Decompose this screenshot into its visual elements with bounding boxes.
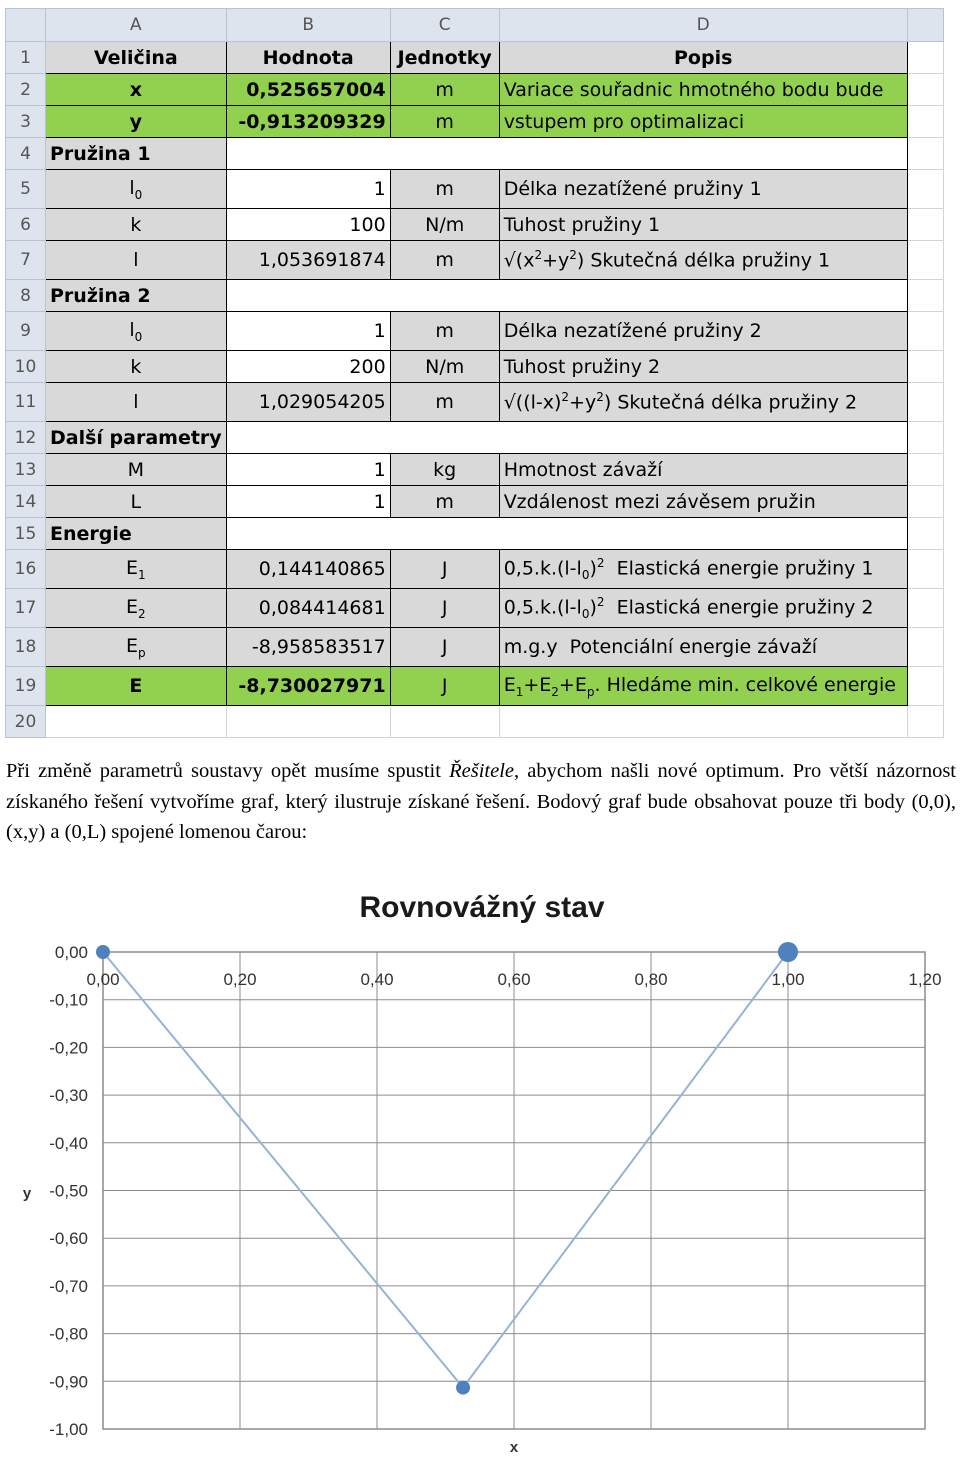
x-tick-label: 0,20 <box>223 970 257 989</box>
cell-e13[interactable] <box>907 454 943 486</box>
cell-a5[interactable] <box>46 170 227 209</box>
cell-a9-subscript: 0 <box>134 329 143 344</box>
cell-b5[interactable]: 1 <box>226 170 390 209</box>
y-tick-label: -0,10 <box>49 990 88 1010</box>
data-point <box>778 942 798 962</box>
column-header-e[interactable] <box>907 9 943 42</box>
row-header[interactable]: 6 <box>6 209 46 241</box>
cell-b11[interactable]: 1,029054205 <box>226 383 390 422</box>
formula-part: +y <box>569 391 597 414</box>
paragraph-italic-text: Řešitele <box>449 760 514 782</box>
data-point <box>96 945 110 959</box>
x-tick-label: 1,00 <box>771 970 805 989</box>
cell-a2[interactable]: x <box>46 74 227 106</box>
formula-subscript: 0 <box>581 568 590 583</box>
cell-a15[interactable]: Energie <box>46 518 227 550</box>
cell-e18[interactable] <box>907 628 943 667</box>
cell-e6[interactable] <box>907 209 943 241</box>
cell-c3[interactable]: m <box>390 106 499 138</box>
formula-part: 0,5.k.(l-l <box>503 596 582 619</box>
cell-e15[interactable] <box>907 518 943 550</box>
formula-superscript: 2 <box>596 555 605 570</box>
cell-a4[interactable]: Pružina 1 <box>46 138 227 170</box>
body-paragraph <box>6 756 956 848</box>
cell-a17-text: E <box>126 595 139 618</box>
cell-e4[interactable] <box>907 138 943 170</box>
cell-c17[interactable]: J <box>390 589 499 628</box>
row-header[interactable]: 10 <box>6 351 46 383</box>
cell-d3[interactable]: vstupem pro optimalizaci <box>499 106 907 138</box>
formula-superscript: 2 <box>596 390 604 405</box>
cell-a10[interactable]: k <box>46 351 227 383</box>
formula-superscript: 2 <box>569 248 577 263</box>
cell-d6[interactable]: Tuhost pružiny 1 <box>499 209 907 241</box>
formula-part: ) Skutečná délka pružiny 1 <box>576 249 831 272</box>
cell-d7[interactable] <box>499 241 907 280</box>
row-header[interactable]: 7 <box>6 241 46 280</box>
cell-c10[interactable]: N/m <box>390 351 499 383</box>
column-header-a[interactable]: A <box>46 9 227 42</box>
row-header[interactable]: 8 <box>6 280 46 312</box>
y-tick-label: -1,00 <box>49 1420 88 1439</box>
cell-b13[interactable]: 1 <box>226 454 390 486</box>
y-tick-label: -0,60 <box>49 1229 88 1249</box>
column-header-b[interactable]: B <box>226 9 390 42</box>
y-tick-label: -0,50 <box>49 1181 88 1201</box>
y-tick-label: -0,80 <box>49 1324 88 1344</box>
cell-a9-text: l <box>129 318 135 341</box>
spreadsheet[interactable] <box>5 8 944 738</box>
formula-part: +y <box>542 249 570 272</box>
formula-part: 0,5.k.(l-l <box>503 557 582 580</box>
cell-c5[interactable]: m <box>390 170 499 209</box>
cell-e19[interactable] <box>907 667 943 706</box>
cell-a18[interactable] <box>46 628 227 667</box>
row-header[interactable]: 17 <box>6 589 46 628</box>
y-tick-label: -0,30 <box>49 1086 88 1106</box>
row-header[interactable]: 18 <box>6 628 46 667</box>
paragraph-text: Při změně parametrů soustavy opět musíme spustit <box>6 760 450 782</box>
formula-part: +E <box>523 673 552 696</box>
formula-part: √(x <box>503 249 535 272</box>
cell-c18[interactable]: J <box>390 628 499 667</box>
row-header[interactable]: 20 <box>6 706 46 738</box>
cell-e14[interactable] <box>907 486 943 518</box>
cell-b12-d12[interactable] <box>226 422 907 454</box>
cell-b19[interactable]: -8,730027971 <box>226 667 390 706</box>
row-header[interactable]: 12 <box>6 422 46 454</box>
cell-d14[interactable]: Vzdálenost mezi závěsem pružin <box>499 486 907 518</box>
cell-b10[interactable]: 200 <box>226 351 390 383</box>
cell-d9[interactable]: Délka nezatížené pružiny 2 <box>499 312 907 351</box>
formula-superscript: 2 <box>561 390 570 405</box>
cell-a18-subscript: p <box>138 645 146 660</box>
formula-subscript: 1 <box>515 684 524 699</box>
cell-a5-subscript: 0 <box>134 187 143 202</box>
cell-d5[interactable]: Délka nezatížené pružiny 1 <box>499 170 907 209</box>
cell-a11[interactable]: l <box>46 383 227 422</box>
cell-b18[interactable]: -8,958583517 <box>226 628 390 667</box>
cell-e8[interactable] <box>907 280 943 312</box>
formula-subscript: 2 <box>551 684 559 699</box>
cell-a17-subscript: 2 <box>138 606 146 621</box>
select-all-corner[interactable] <box>6 9 46 42</box>
cell-a16[interactable] <box>46 550 227 589</box>
plot-area <box>49 942 941 1439</box>
cell-d17[interactable] <box>499 589 907 628</box>
x-tick-label: 0,40 <box>360 970 394 989</box>
cell-e1[interactable] <box>907 42 943 74</box>
row-header[interactable]: 13 <box>6 454 46 486</box>
formula-part: ) <box>589 596 597 619</box>
cell-a8[interactable]: Pružina 2 <box>46 280 227 312</box>
cell-a13[interactable]: M <box>46 454 227 486</box>
cell-c16[interactable]: J <box>390 550 499 589</box>
paragraph-text: , abychom našli nové optimum. Pro větší názornost získaného řešení vytvoříme graf, který ilustruje získané řešení. Bodový graf bude obsahovat pouze tři body (0,0), (x,y) a (0,L) spojené lomenou čarou: <box>6 760 956 843</box>
cell-b14[interactable]: 1 <box>226 486 390 518</box>
cell-e11[interactable] <box>907 383 943 422</box>
cell-b1[interactable]: Hodnota <box>226 42 390 74</box>
row-header[interactable]: 4 <box>6 138 46 170</box>
x-tick-label: 1,20 <box>908 970 942 989</box>
cell-b9[interactable]: 1 <box>226 312 390 351</box>
cell-a1[interactable]: Veličina <box>46 42 227 74</box>
cell-d18[interactable]: m.g.y Potenciální energie závaží <box>499 628 907 667</box>
y-tick-label: -0,20 <box>49 1038 88 1058</box>
cell-c7[interactable]: m <box>390 241 499 280</box>
y-tick-label: -0,40 <box>49 1133 88 1153</box>
row-header[interactable]: 1 <box>6 42 46 74</box>
cell-e12[interactable] <box>907 422 943 454</box>
cell-b6[interactable]: 100 <box>226 209 390 241</box>
cell-a16-subscript: 1 <box>138 567 146 582</box>
cell-d16[interactable] <box>499 550 907 589</box>
row-header[interactable]: 11 <box>6 383 46 422</box>
cell-a5-text: l <box>129 176 135 199</box>
formula-part: ) Skutečná délka pružiny 2 <box>603 391 858 414</box>
cell-a18-text: E <box>126 634 139 657</box>
cell-c1[interactable]: Jednotky <box>390 42 499 74</box>
cell-e17[interactable] <box>907 589 943 628</box>
cell-b16[interactable]: 0,144140865 <box>226 550 390 589</box>
cell-c14[interactable]: m <box>390 486 499 518</box>
cell-d19[interactable] <box>499 667 907 706</box>
cell-b8-d8[interactable] <box>226 280 907 312</box>
cell-c11[interactable]: m <box>390 383 499 422</box>
cell-b20[interactable] <box>226 706 390 738</box>
row-header[interactable]: 15 <box>6 518 46 550</box>
formula-part: Elastická energie pružiny 1 <box>604 557 874 580</box>
cell-a14[interactable]: L <box>46 486 227 518</box>
formula-superscript: 2 <box>596 594 605 609</box>
formula-part: ) <box>589 557 597 580</box>
cell-d1[interactable]: Popis <box>499 42 907 74</box>
row-header[interactable]: 16 <box>6 550 46 589</box>
cell-a17[interactable] <box>46 589 227 628</box>
cell-d20[interactable] <box>499 706 907 738</box>
x-tick-label: 0,00 <box>86 970 120 989</box>
cell-a3[interactable]: y <box>46 106 227 138</box>
cell-b17[interactable]: 0,084414681 <box>226 589 390 628</box>
equilibrium-chart <box>0 870 960 1460</box>
formula-part: . Hledáme min. celkové energie <box>594 673 896 696</box>
cell-e16[interactable] <box>907 550 943 589</box>
cell-a6[interactable]: k <box>46 209 227 241</box>
formula-part: +E <box>558 673 587 696</box>
cell-a19[interactable]: E <box>46 667 227 706</box>
cell-b3[interactable]: -0,913209329 <box>226 106 390 138</box>
x-tick-label: 0,80 <box>634 970 668 989</box>
chart-title: Rovnovážný stav <box>359 891 605 924</box>
cell-e3[interactable] <box>907 106 943 138</box>
row-header[interactable]: 14 <box>6 486 46 518</box>
cell-c13[interactable]: kg <box>390 454 499 486</box>
column-header-c[interactable]: C <box>390 9 499 42</box>
formula-part: √((l-x) <box>503 391 562 414</box>
row-header[interactable]: 2 <box>6 74 46 106</box>
cell-e5[interactable] <box>907 170 943 209</box>
cell-c19[interactable]: J <box>390 667 499 706</box>
row-header[interactable]: 9 <box>6 312 46 351</box>
cell-e20[interactable] <box>907 706 943 738</box>
cell-b2[interactable]: 0,525657004 <box>226 74 390 106</box>
cell-b7[interactable]: 1,053691874 <box>226 241 390 280</box>
cell-c6[interactable]: N/m <box>390 209 499 241</box>
cell-e7[interactable] <box>907 241 943 280</box>
formula-superscript: 2 <box>534 248 543 263</box>
row-header[interactable]: 5 <box>6 170 46 209</box>
cell-a7[interactable]: l <box>46 241 227 280</box>
cell-a12[interactable]: Další parametry <box>46 422 227 454</box>
formula-subscript: 0 <box>581 607 590 622</box>
column-header-d[interactable]: D <box>499 9 907 42</box>
cell-e2[interactable] <box>907 74 943 106</box>
y-tick-label: -0,70 <box>49 1276 88 1296</box>
formula-part: E <box>503 673 516 696</box>
data-point <box>456 1381 470 1395</box>
row-header[interactable]: 3 <box>6 106 46 138</box>
cell-d10[interactable]: Tuhost pružiny 2 <box>499 351 907 383</box>
cell-c9[interactable]: m <box>390 312 499 351</box>
cell-b4-d4[interactable] <box>226 138 907 170</box>
cell-a16-text: E <box>126 556 139 579</box>
cell-d13[interactable]: Hmotnost závaží <box>499 454 907 486</box>
formula-subscript: p <box>586 684 595 699</box>
x-tick-label: 0,60 <box>497 970 531 989</box>
cell-d2[interactable]: Variace souřadnic hmotného bodu bude <box>499 74 907 106</box>
y-tick-label: 0,00 <box>54 943 88 962</box>
cell-a9[interactable] <box>46 312 227 351</box>
row-header[interactable]: 19 <box>6 667 46 706</box>
y-tick-label: -0,90 <box>49 1372 88 1392</box>
cell-e10[interactable] <box>907 351 943 383</box>
x-axis-label: x <box>509 1439 519 1456</box>
cell-e9[interactable] <box>907 312 943 351</box>
formula-part: Elastická energie pružiny 2 <box>604 596 874 619</box>
cell-d11[interactable] <box>499 383 907 422</box>
cell-c2[interactable]: m <box>390 74 499 106</box>
cell-b15-d15[interactable] <box>226 518 907 550</box>
cell-c20[interactable] <box>390 706 499 738</box>
cell-a20[interactable] <box>46 706 227 738</box>
y-axis-label: y <box>22 1185 32 1202</box>
